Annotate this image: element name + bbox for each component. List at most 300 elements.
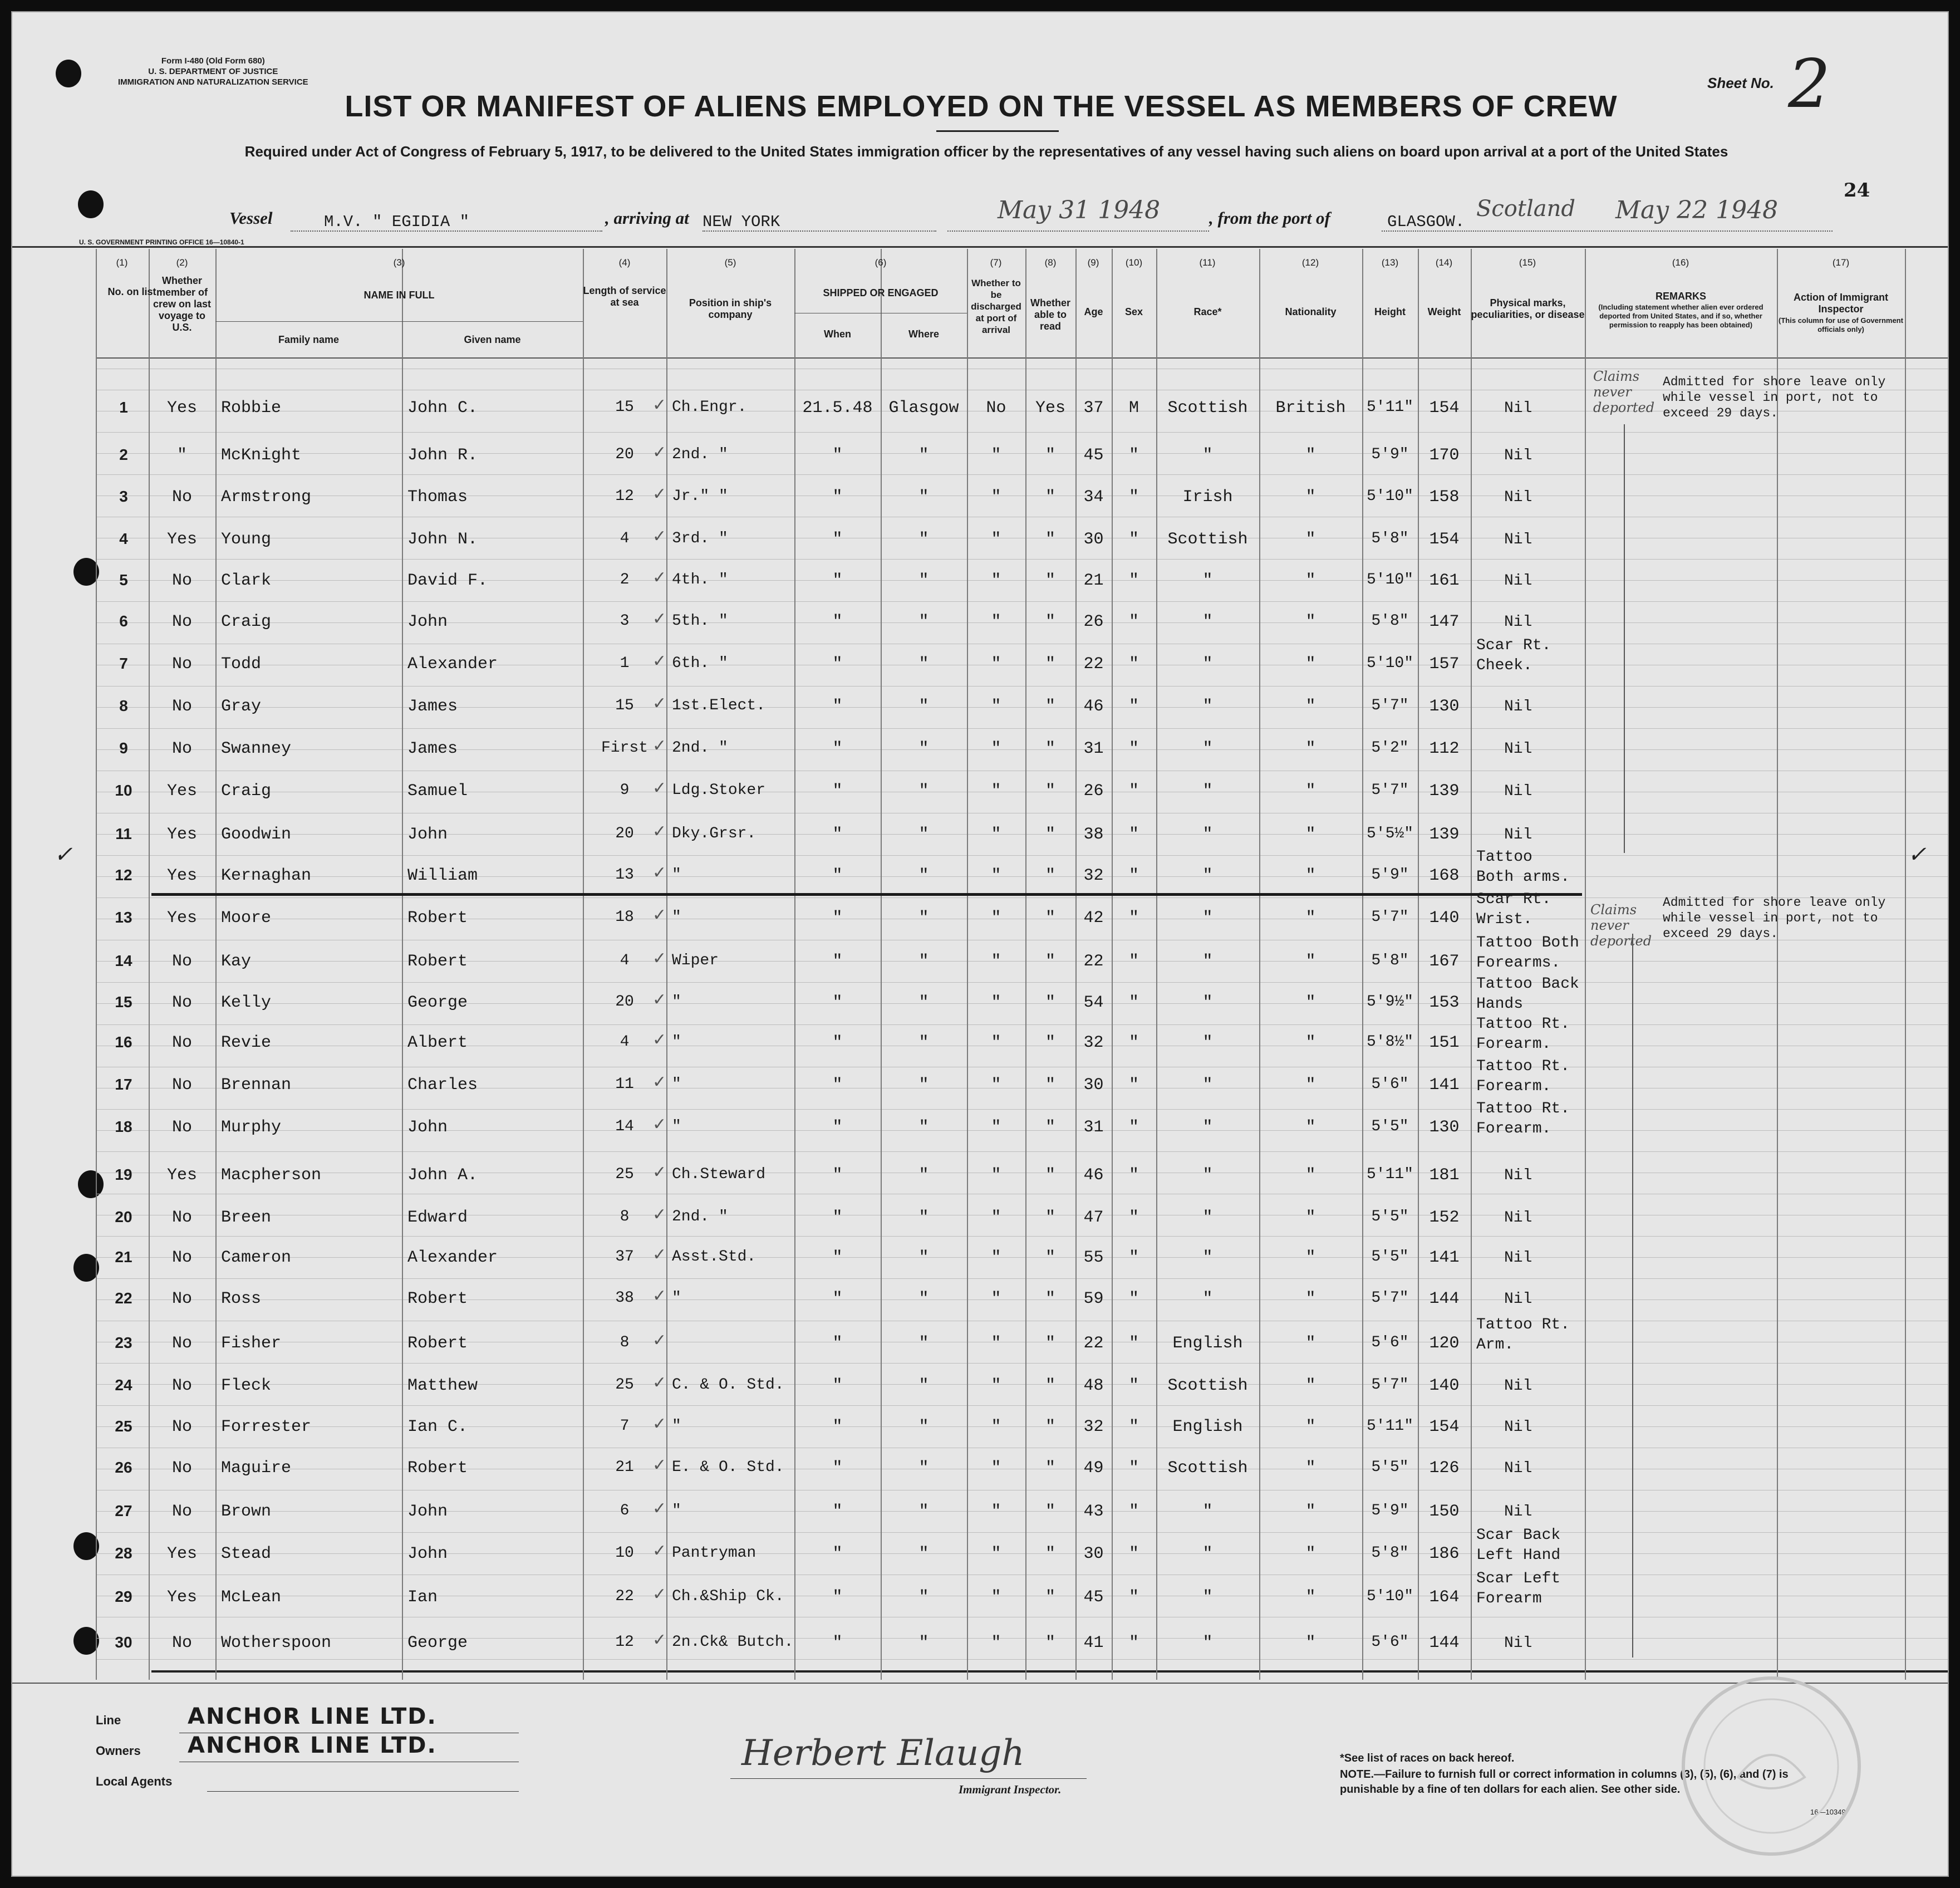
cell-last: No xyxy=(171,1376,192,1395)
agents-underline xyxy=(207,1791,519,1792)
cell-given: John R. xyxy=(407,446,478,465)
marks-line: Scar Back xyxy=(1476,1527,1561,1544)
header-length-of-service: Length of service at sea xyxy=(583,285,666,308)
cell-given: Charles xyxy=(407,1076,478,1095)
cell-physical-marks xyxy=(1504,782,1532,802)
cell-service: 25 xyxy=(615,1376,634,1394)
marks-line: Nil xyxy=(1504,1635,1532,1652)
cell-disch: " xyxy=(991,1634,1001,1652)
cell-where: Glasgow xyxy=(888,399,959,418)
cell-read: " xyxy=(1045,739,1055,758)
cell-family: Fisher xyxy=(221,1334,282,1353)
cell-position: Dky.Grsr. xyxy=(672,825,757,842)
marks-line: Arm. xyxy=(1476,1336,1514,1354)
check-tick: ✓ xyxy=(652,1631,667,1649)
remark-1-typed: Admitted for shore leave only while vessel in port, not to exceed 29 days. xyxy=(1663,375,1886,420)
cell-service: 10 xyxy=(615,1544,634,1562)
cell-height: 5'7" xyxy=(1371,697,1409,714)
page-subtitle: Required under Act of Congress of February 5, 1917, to be delivered to the United States immigration officer by the representatives of any vessel having such aliens on board upon arrival at a port of the United States xyxy=(244,143,1728,160)
cell-age: 30 xyxy=(1083,1544,1104,1563)
owners-label: Owners xyxy=(96,1744,141,1758)
cell-age: 22 xyxy=(1083,1334,1104,1353)
line-value: ANCHOR LINE LTD. xyxy=(188,1704,437,1729)
cell-family: Clark xyxy=(221,571,272,590)
cell-service: 9 xyxy=(620,782,630,799)
header-discharged: Whether to be discharged at port of arrival xyxy=(971,278,1021,335)
check-tick: ✓ xyxy=(652,443,667,462)
arrival-date: May 31 1948 xyxy=(998,196,1161,224)
cell-last: Yes xyxy=(166,909,197,928)
cell-read: " xyxy=(1045,1076,1055,1095)
cell-age: 21 xyxy=(1083,571,1104,590)
cell-position: 3rd. " xyxy=(672,530,728,547)
row-number: 12 xyxy=(115,866,132,884)
cell-sex: " xyxy=(1128,952,1139,971)
form-id-line: IMMIGRATION AND NATURALIZATION SERVICE xyxy=(118,77,308,87)
cell-when: " xyxy=(832,446,843,465)
cell-height: 5'8" xyxy=(1371,612,1409,630)
header-name-in-full: NAME IN FULL xyxy=(363,290,435,301)
cell-weight: 152 xyxy=(1429,1208,1460,1227)
cell-when: 21.5.48 xyxy=(802,399,873,418)
cell-given: George xyxy=(407,1634,468,1652)
cell-weight: 140 xyxy=(1429,909,1460,928)
cell-given: Robert xyxy=(407,1459,468,1478)
cell-nat: " xyxy=(1305,866,1316,885)
cell-when: " xyxy=(832,1334,843,1353)
cell-service: 15 xyxy=(615,399,634,416)
ruled-line xyxy=(96,1236,1948,1237)
form-code: 16—10349 xyxy=(1810,1808,1846,1816)
cell-read: Yes xyxy=(1035,399,1065,418)
cell-height: 5'6" xyxy=(1371,1634,1409,1651)
check-tick: ✓ xyxy=(652,694,667,713)
cell-nat: " xyxy=(1305,1376,1316,1395)
cell-height: 5'5" xyxy=(1371,1459,1409,1476)
check-tick: ✓ xyxy=(652,779,667,797)
cell-height: 5'8" xyxy=(1371,530,1409,547)
cell-family: Macpherson xyxy=(221,1166,322,1185)
cell-position: " xyxy=(672,1502,681,1519)
cell-disch: " xyxy=(991,1166,1001,1185)
cell-read: " xyxy=(1045,782,1055,801)
cell-nat: " xyxy=(1305,571,1316,590)
row-number: 4 xyxy=(119,530,128,547)
cell-sex: " xyxy=(1128,571,1139,590)
column-rule xyxy=(96,249,97,1680)
marks-line: Forearm. xyxy=(1476,1120,1551,1137)
cell-race: " xyxy=(1202,1033,1213,1052)
cell-last: Yes xyxy=(166,1166,197,1185)
cell-position: 2n.Ck& Butch. xyxy=(672,1634,794,1651)
cell-last: " xyxy=(176,446,187,465)
cell-race: " xyxy=(1202,1588,1213,1607)
cell-physical-marks xyxy=(1504,1248,1532,1268)
cell-read: " xyxy=(1045,571,1055,590)
cell-read: " xyxy=(1045,825,1055,844)
marks-line: Nil xyxy=(1504,1291,1532,1308)
check-tick: ✓ xyxy=(652,1287,667,1305)
cell-position: 2nd. " xyxy=(672,739,728,757)
check-tick: ✓ xyxy=(652,1331,667,1350)
marks-line: Hands xyxy=(1476,996,1524,1013)
cell-when: " xyxy=(832,1208,843,1227)
cell-where: " xyxy=(918,1289,929,1308)
cell-physical-marks xyxy=(1476,847,1570,887)
cell-service: 22 xyxy=(615,1588,634,1605)
cell-where: " xyxy=(918,1334,929,1353)
marks-line: Tattoo xyxy=(1476,849,1532,866)
cell-height: 5'9" xyxy=(1371,446,1409,463)
column-number: (15) xyxy=(1519,257,1536,268)
binder-hole xyxy=(56,60,81,87)
cell-weight: 130 xyxy=(1429,1118,1460,1137)
cell-when: " xyxy=(832,697,843,716)
marks-line: Tattoo Rt. xyxy=(1476,1100,1570,1117)
cell-position: " xyxy=(672,866,681,884)
cell-given: Matthew xyxy=(407,1376,478,1395)
header-bottom-rule xyxy=(96,357,1949,359)
cell-given: John xyxy=(407,612,448,631)
cell-given: Alexander xyxy=(407,655,498,674)
cell-when: " xyxy=(832,571,843,590)
marks-line: Forearms. xyxy=(1476,954,1561,972)
header-remarks-note: (Including statement whether alien ever ordered deported from United States, and if so, whether permission to reapply has been obtained) xyxy=(1598,303,1763,329)
row-number: 25 xyxy=(115,1418,132,1435)
cell-when: " xyxy=(832,488,843,507)
check-tick: ✓ xyxy=(652,1585,667,1603)
cell-service: 25 xyxy=(615,1166,634,1183)
cell-last: No xyxy=(171,993,192,1012)
cell-given: John xyxy=(407,1544,448,1563)
cell-sex: " xyxy=(1128,530,1139,549)
column-number: (2) xyxy=(176,257,188,268)
cell-given: Robert xyxy=(407,1334,468,1353)
column-number: (8) xyxy=(1044,257,1057,268)
cell-race: " xyxy=(1202,1289,1213,1308)
cell-race: " xyxy=(1202,1634,1213,1652)
cell-physical-marks xyxy=(1476,974,1579,1014)
header-height: Height xyxy=(1374,306,1406,317)
cell-weight: 144 xyxy=(1429,1634,1460,1652)
cell-weight: 170 xyxy=(1429,446,1460,465)
cell-nat: " xyxy=(1305,1634,1316,1652)
cell-position: 2nd. " xyxy=(672,1208,728,1225)
check-tick: ✓ xyxy=(652,1205,667,1224)
cell-nat: " xyxy=(1305,530,1316,549)
cell-last: Yes xyxy=(166,399,197,418)
cell-service: First xyxy=(601,739,648,757)
cell-race: " xyxy=(1202,1248,1213,1267)
cell-height: 5'6" xyxy=(1371,1334,1409,1351)
cell-read: " xyxy=(1045,1502,1055,1521)
cell-service: 2 xyxy=(620,571,630,589)
cell-where: " xyxy=(918,1033,929,1052)
cell-physical-marks xyxy=(1504,697,1532,717)
cell-age: 55 xyxy=(1083,1248,1104,1267)
cell-height: 5'10" xyxy=(1366,1588,1413,1605)
cell-disch: " xyxy=(991,697,1001,716)
cell-nat: British xyxy=(1275,399,1346,418)
cell-physical-marks xyxy=(1476,1569,1560,1609)
cell-weight: 158 xyxy=(1429,488,1460,507)
cell-read: " xyxy=(1045,530,1055,549)
row-number: 14 xyxy=(115,952,132,969)
cell-sex: " xyxy=(1128,655,1139,674)
cell-given: George xyxy=(407,993,468,1012)
cell-sex: " xyxy=(1128,1634,1139,1652)
cell-last: No xyxy=(171,1118,192,1137)
cell-when: " xyxy=(832,1588,843,1607)
cell-last: No xyxy=(171,655,192,674)
ruled-line xyxy=(96,1278,1948,1279)
cell-family: Wotherspoon xyxy=(221,1634,332,1652)
cell-nat: " xyxy=(1305,1544,1316,1563)
column-rule xyxy=(1777,249,1778,1680)
marks-line: Tattoo Rt. xyxy=(1476,1316,1570,1333)
check-tick: ✓ xyxy=(652,1073,667,1091)
cell-family: Goodwin xyxy=(221,825,292,844)
cell-nat: " xyxy=(1305,446,1316,465)
header-inspector-note: (This column for use of Government officials only) xyxy=(1779,316,1903,334)
cell-when: " xyxy=(832,1418,843,1436)
cell-age: 30 xyxy=(1083,1076,1104,1095)
cell-disch: " xyxy=(991,1076,1001,1095)
cell-read: " xyxy=(1045,697,1055,716)
cell-age: 42 xyxy=(1083,909,1104,928)
cell-disch: " xyxy=(991,488,1001,507)
cell-last: No xyxy=(171,1208,192,1227)
cell-family: Armstrong xyxy=(221,488,312,507)
cell-disch: " xyxy=(991,571,1001,590)
header-inspector-action: Action of Immigrant Inspector xyxy=(1794,292,1888,315)
column-number: (12) xyxy=(1301,257,1319,268)
row-number: 28 xyxy=(115,1544,132,1562)
cell-given: Alexander xyxy=(407,1248,498,1267)
table-top-rule xyxy=(12,246,1949,248)
cell-disch: " xyxy=(991,866,1001,885)
cell-family: Swanney xyxy=(221,739,292,758)
cell-service: 4 xyxy=(620,530,630,547)
row-number: 8 xyxy=(119,697,128,714)
cell-family: Stead xyxy=(221,1544,272,1563)
header-shipped-engaged: SHIPPED OR ENGAGED xyxy=(823,287,939,298)
cell-position: Ch.&Ship Ck. xyxy=(672,1588,784,1605)
cell-race: " xyxy=(1202,446,1213,465)
cell-read: " xyxy=(1045,1544,1055,1563)
cell-height: 5'5" xyxy=(1371,1208,1409,1225)
cell-given: Albert xyxy=(407,1033,468,1052)
cell-family: Gray xyxy=(221,697,262,716)
cell-read: " xyxy=(1045,488,1055,507)
cell-disch: " xyxy=(991,952,1001,971)
header-weight: Weight xyxy=(1427,306,1461,317)
cell-sex: " xyxy=(1128,866,1139,885)
column-number: (16) xyxy=(1672,257,1689,268)
row-number: 13 xyxy=(115,909,132,926)
row-number: 18 xyxy=(115,1118,132,1135)
column-number: (13) xyxy=(1381,257,1399,268)
cell-race: " xyxy=(1202,993,1213,1012)
cell-age: 59 xyxy=(1083,1289,1104,1308)
cell-age: 41 xyxy=(1083,1634,1104,1652)
cell-disch: " xyxy=(991,1289,1001,1308)
cell-weight: 151 xyxy=(1429,1033,1460,1052)
cell-where: " xyxy=(918,1118,929,1137)
cell-weight: 154 xyxy=(1429,1418,1460,1436)
cell-disch: " xyxy=(991,530,1001,549)
cell-sex: " xyxy=(1128,1334,1139,1353)
ruled-line xyxy=(96,1109,1948,1110)
cell-sex: " xyxy=(1128,1544,1139,1563)
cell-where: " xyxy=(918,1076,929,1095)
cell-position: Wiper xyxy=(672,952,719,969)
cell-family: McLean xyxy=(221,1588,282,1607)
cell-age: 26 xyxy=(1083,612,1104,631)
cell-position: " xyxy=(672,1289,681,1307)
cell-nat: " xyxy=(1305,1588,1316,1607)
cell-read: " xyxy=(1045,1418,1055,1436)
cell-family: Kelly xyxy=(221,993,272,1012)
marks-line: Nil xyxy=(1504,783,1532,800)
ruled-line xyxy=(96,601,1948,602)
cell-height: 5'8½" xyxy=(1366,1033,1413,1051)
marks-line: Both arms. xyxy=(1476,869,1570,886)
remark-1-handwritten: Claims never deported xyxy=(1593,369,1655,415)
inspector-mark-left: ✓ xyxy=(54,842,73,867)
marks-line: Nil xyxy=(1504,531,1532,548)
cell-nat: " xyxy=(1305,1118,1316,1137)
row-number: 2 xyxy=(119,446,128,463)
cell-age: 46 xyxy=(1083,1166,1104,1185)
inspector-signature: Herbert Elaugh xyxy=(741,1733,1025,1774)
cell-race: " xyxy=(1202,739,1213,758)
cell-height: 5'7" xyxy=(1371,909,1409,926)
row-number: 5 xyxy=(119,571,128,589)
check-tick: ✓ xyxy=(652,652,667,670)
cell-position: Ldg.Stoker xyxy=(672,782,766,799)
cell-disch: " xyxy=(991,1118,1001,1137)
cell-given: John N. xyxy=(407,530,478,549)
cell-when: " xyxy=(832,993,843,1012)
cell-last: Yes xyxy=(166,866,197,885)
cell-read: " xyxy=(1045,993,1055,1012)
cell-family: Brennan xyxy=(221,1076,292,1095)
cell-race: " xyxy=(1202,1544,1213,1563)
form-id-line: U. S. DEPARTMENT OF JUSTICE xyxy=(148,67,278,76)
cell-weight: 161 xyxy=(1429,571,1460,590)
ruled-line xyxy=(96,1024,1948,1025)
cell-sex: " xyxy=(1128,1208,1139,1227)
column-rule xyxy=(666,249,667,1680)
check-tick: ✓ xyxy=(652,610,667,628)
cell-height: 5'2" xyxy=(1371,739,1409,757)
cell-nat: " xyxy=(1305,993,1316,1012)
cell-disch: " xyxy=(991,739,1001,758)
cell-last: Yes xyxy=(166,782,197,801)
cell-race: Scottish xyxy=(1167,530,1248,549)
column-number: (7) xyxy=(990,257,1002,268)
cell-sex: " xyxy=(1128,1289,1139,1308)
cell-age: 48 xyxy=(1083,1376,1104,1395)
line-label: Line xyxy=(96,1713,121,1727)
cell-sex: " xyxy=(1128,739,1139,758)
marks-line: Nil xyxy=(1504,400,1532,417)
cell-read: " xyxy=(1045,1166,1055,1185)
cell-age: 49 xyxy=(1083,1459,1104,1478)
cell-family: Robbie xyxy=(221,399,282,418)
cell-nat: " xyxy=(1305,952,1316,971)
ruled-line xyxy=(96,559,1948,560)
manifest-sheet xyxy=(11,11,1949,1877)
cell-last: No xyxy=(171,739,192,758)
row-number: 3 xyxy=(119,488,128,505)
cell-given: John xyxy=(407,1118,448,1137)
binder-hole xyxy=(78,190,104,218)
cell-sex: " xyxy=(1128,488,1139,507)
marks-line: Scar Left xyxy=(1476,1570,1561,1587)
cell-physical-marks xyxy=(1504,1418,1532,1438)
cell-service: 21 xyxy=(615,1459,634,1476)
cell-nat: " xyxy=(1305,697,1316,716)
cell-when: " xyxy=(832,1634,843,1652)
cell-given: John xyxy=(407,1502,448,1521)
cell-sex: " xyxy=(1128,1033,1139,1052)
cell-disch: " xyxy=(991,1033,1001,1052)
cell-race: " xyxy=(1202,782,1213,801)
cell-disch: " xyxy=(991,1208,1001,1227)
cell-when: " xyxy=(832,909,843,928)
cell-disch: " xyxy=(991,612,1001,631)
cell-where: " xyxy=(918,1418,929,1436)
cell-service: 18 xyxy=(615,909,634,926)
cell-given: John A. xyxy=(407,1166,478,1185)
check-tick: ✓ xyxy=(652,949,667,968)
cell-weight: 139 xyxy=(1429,825,1460,844)
footer-rule xyxy=(12,1683,1949,1684)
cell-disch: " xyxy=(991,1334,1001,1353)
cell-given: Thomas xyxy=(407,488,468,507)
marks-line: Tattoo Both xyxy=(1476,934,1579,952)
row-number: 27 xyxy=(115,1502,132,1519)
cell-race: " xyxy=(1202,697,1213,716)
cell-sex: M xyxy=(1128,399,1139,418)
cell-nat: " xyxy=(1305,739,1316,758)
cell-given: William xyxy=(407,866,478,885)
cell-physical-marks xyxy=(1476,1057,1570,1097)
cell-race: " xyxy=(1202,1076,1213,1095)
cell-where: " xyxy=(918,866,929,885)
departure-date: May 22 1948 xyxy=(1615,196,1779,224)
header-nationality: Nationality xyxy=(1285,306,1337,317)
cell-disch: " xyxy=(991,825,1001,844)
row-number: 11 xyxy=(115,825,132,842)
cell-position: " xyxy=(672,1118,681,1135)
column-number: (14) xyxy=(1435,257,1453,268)
column-rule xyxy=(1585,249,1586,1680)
cell-where: " xyxy=(918,1376,929,1395)
marks-line: Tattoo Back xyxy=(1476,975,1579,993)
column-number: (4) xyxy=(618,257,631,268)
cell-when: " xyxy=(832,952,843,971)
check-tick: ✓ xyxy=(652,906,667,924)
cell-height: 5'7" xyxy=(1371,1289,1409,1307)
marks-line: Tattoo Rt. xyxy=(1476,1016,1570,1033)
cell-where: " xyxy=(918,1544,929,1563)
cell-last: Yes xyxy=(166,1588,197,1607)
marks-line: Nil xyxy=(1504,1167,1532,1184)
row-number: 21 xyxy=(115,1248,132,1266)
